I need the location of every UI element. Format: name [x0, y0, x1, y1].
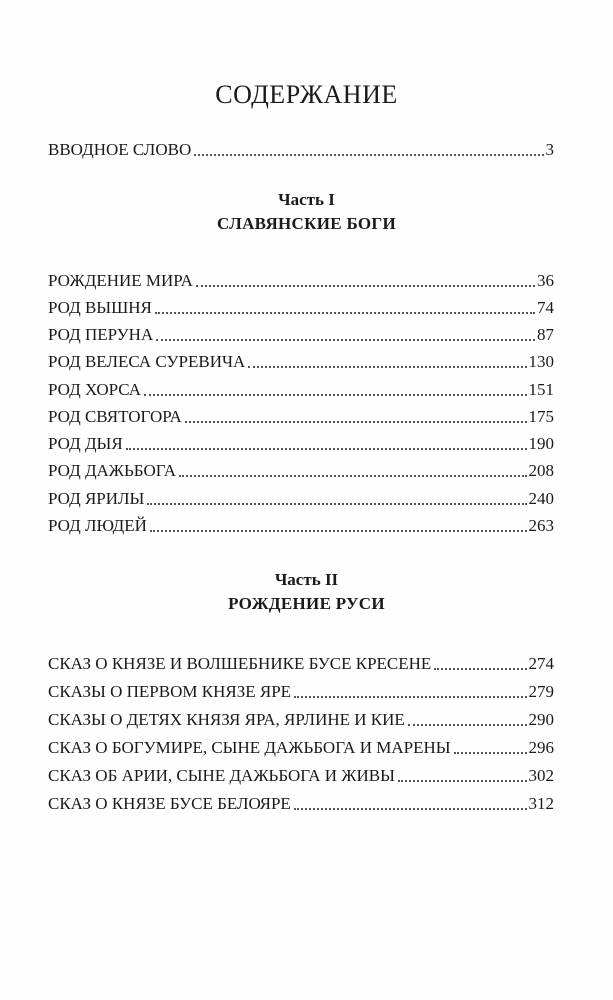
toc-entry-label: СКАЗЫ О ДЕТЯХ КНЯЗЯ ЯРА, ЯРЛИНЕ И КИЕ	[48, 710, 405, 729]
toc-entry-label: ВВОДНОЕ СЛОВО	[48, 140, 192, 159]
toc-entry[interactable]	[48, 457, 554, 481]
toc-entry[interactable]	[48, 734, 554, 758]
dot-leader	[196, 285, 535, 287]
part1-title: СЛАВЯНСКИЕ БОГИ	[216, 214, 397, 233]
dot-leader	[454, 752, 527, 754]
dot-leader	[294, 808, 527, 810]
toc-entry[interactable]	[48, 790, 554, 814]
part2-title: РОЖДЕНИЕ РУСИ	[228, 594, 385, 613]
dot-leader	[398, 780, 527, 782]
toc-entry-label: СКАЗ О КНЯЗЕ БУСЕ БЕЛОЯРЕ	[48, 794, 291, 813]
toc-entry-page: 151	[528, 380, 554, 399]
toc-entry-label: РОД ЯРИЛЫ	[48, 489, 145, 508]
dot-leader	[408, 724, 527, 726]
toc-entry[interactable]	[48, 430, 554, 454]
toc-entry-page: 74	[537, 298, 554, 317]
toc-entry[interactable]	[48, 485, 554, 509]
dot-leader	[126, 448, 527, 450]
toc-entry-label: РОД ДАЖЬБОГА	[48, 461, 176, 480]
toc-entry-page: 296	[528, 738, 554, 757]
toc-entry-page: 36	[537, 271, 554, 290]
toc-entry[interactable]	[48, 348, 554, 372]
dot-leader	[147, 503, 526, 505]
toc-entry[interactable]	[48, 678, 554, 702]
part1-label: Часть I	[278, 190, 335, 209]
toc-entry-label: РОД ДЫЯ	[48, 434, 123, 453]
toc-entry[interactable]	[48, 321, 554, 345]
dot-leader	[185, 421, 527, 423]
toc-entry-page: 312	[528, 794, 554, 813]
toc-entry-label: РОД ПЕРУНА	[48, 325, 154, 344]
dot-leader	[294, 696, 526, 698]
toc-entry-label: СКАЗ О КНЯЗЕ И ВОЛШЕБНИКЕ БУСЕ КРЕСЕНЕ	[48, 654, 432, 673]
dot-leader	[194, 154, 543, 156]
toc-entry-label: СКАЗ О БОГУМИРЕ, СЫНЕ ДАЖЬБОГА И МАРЕНЫ	[48, 738, 451, 757]
toc-entry-label: РОД ВЕЛЕСА СУРЕВИЧА	[48, 352, 246, 371]
dot-leader	[179, 475, 527, 477]
toc-entry[interactable]	[48, 706, 554, 730]
toc-entry-label: РОЖДЕНИЕ МИРА	[48, 271, 193, 290]
page-title: СОДЕРЖАНИЕ	[215, 80, 398, 109]
toc-entry[interactable]	[48, 294, 554, 318]
toc-entry[interactable]	[48, 376, 554, 400]
toc-entry[interactable]	[48, 512, 554, 536]
toc-entry-page: 87	[537, 325, 554, 344]
toc-entry-page: 175	[528, 407, 554, 426]
dot-leader	[248, 366, 526, 368]
toc-entry-page: 279	[528, 682, 554, 701]
dot-leader	[155, 312, 535, 314]
toc-entry-page: 240	[528, 489, 554, 508]
dot-leader	[144, 394, 526, 396]
toc-entry-label: СКАЗЫ О ПЕРВОМ КНЯЗЕ ЯРЕ	[48, 682, 292, 701]
dot-leader	[156, 339, 535, 341]
toc-entry-label: СКАЗ ОБ АРИИ, СЫНЕ ДАЖЬБОГА И ЖИВЫ	[48, 766, 395, 785]
dot-leader	[150, 530, 527, 532]
toc-entry[interactable]	[48, 762, 554, 786]
toc-entry-page: 263	[528, 516, 554, 535]
toc-entry-page: 274	[528, 654, 554, 673]
dot-leader	[434, 668, 526, 670]
toc-entry-page: 208	[528, 461, 554, 480]
toc-entry-label: РОД СВЯТОГОРА	[48, 407, 182, 426]
toc-entry-page: 130	[528, 352, 554, 371]
toc-entry-page: 190	[528, 434, 554, 453]
toc-entry-page: 3	[545, 140, 554, 159]
part2-label: Часть II	[274, 570, 339, 589]
toc-entry-label: РОД ВЫШНЯ	[48, 298, 152, 317]
toc-entry-page: 302	[528, 766, 554, 785]
toc-entry-page: 290	[528, 710, 554, 729]
toc-entry[interactable]	[48, 403, 554, 427]
toc-entry-label: РОД ХОРСА	[48, 380, 142, 399]
toc-entry-intro[interactable]	[48, 136, 554, 160]
toc-entry[interactable]	[48, 267, 554, 291]
toc-entry-label: РОД ЛЮДЕЙ	[48, 516, 147, 535]
toc-entry[interactable]	[48, 650, 554, 674]
